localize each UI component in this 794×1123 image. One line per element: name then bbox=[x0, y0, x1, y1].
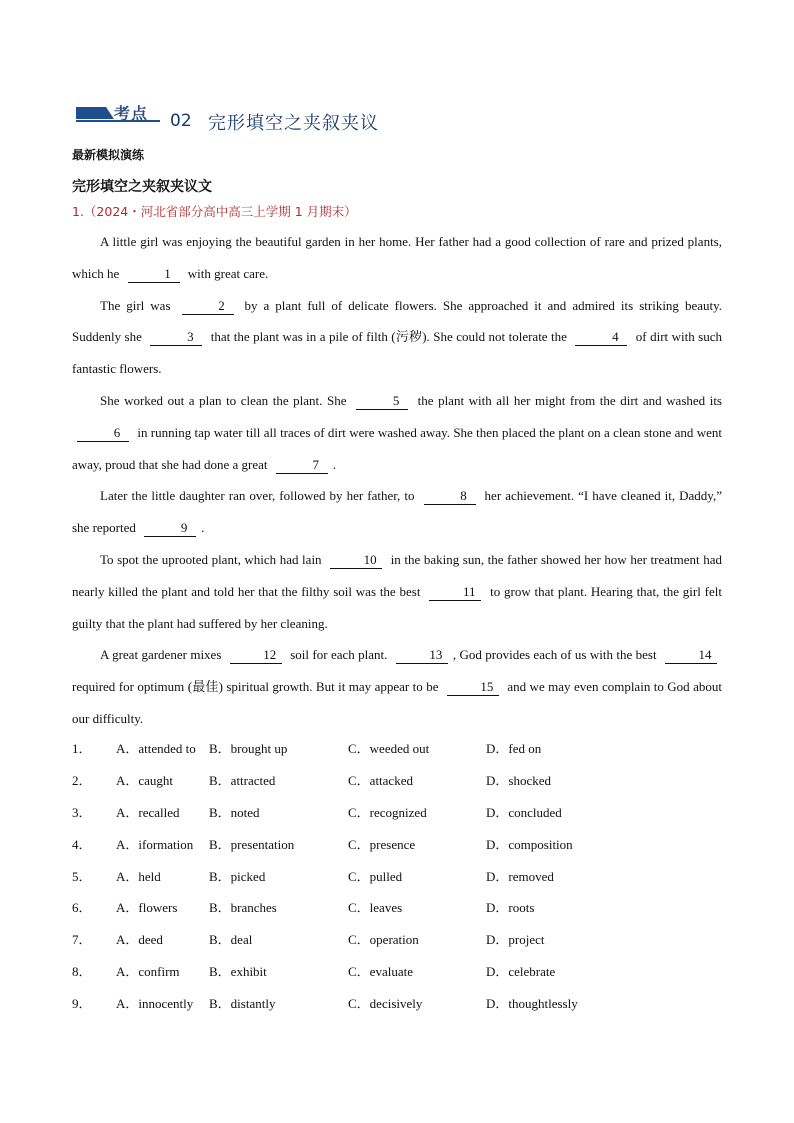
option-c: C．pulled bbox=[348, 868, 403, 884]
cloze-blank[interactable]: 8 bbox=[424, 488, 476, 505]
passage-paragraph bbox=[72, 226, 722, 290]
question-source: 1.（2024・河北省部分高中高三上学期 1 月期末） bbox=[72, 204, 357, 219]
passage-text: soil for each plant. bbox=[286, 647, 391, 663]
option-d: D．shocked bbox=[486, 772, 551, 788]
option-a: A．deed bbox=[116, 932, 163, 948]
option-b: B．noted bbox=[209, 804, 260, 820]
subtitle: 最新模拟演练 bbox=[72, 148, 145, 162]
option-c: C．decisively bbox=[348, 996, 423, 1012]
option-b: B．picked bbox=[209, 868, 266, 884]
option-c: C．leaves bbox=[348, 900, 403, 916]
passage-text: by a plant full of delicate flowers. She approached it and admired its striking beauty. Suddenly she bbox=[72, 297, 723, 345]
passage-text: in the baking sun, the father showed her how her treatment had nearly killed the plant and told her that the filthy soil was the best bbox=[72, 551, 722, 599]
cloze-blank[interactable]: 11 bbox=[429, 584, 481, 601]
option-d: D．concluded bbox=[486, 804, 562, 820]
passage-paragraph bbox=[72, 385, 722, 480]
passage-text: in running tap water till all traces of dirt were washed away. She then placed the plant on a clean stone and went away, proud that she had done a great bbox=[72, 424, 722, 472]
passage-text: , God provides each of us with the best bbox=[452, 647, 660, 663]
passage-paragraph bbox=[72, 480, 722, 544]
passage-text: The girl was bbox=[100, 297, 177, 313]
passage-text: and we may even complain to God about our difficulty. bbox=[72, 679, 722, 726]
cloze-blank[interactable]: 15 bbox=[447, 679, 499, 696]
passage-paragraph bbox=[72, 639, 722, 734]
passage-text: A great gardener mixes bbox=[100, 647, 225, 663]
option-b: B．brought up bbox=[209, 741, 288, 756]
question-number: 5． bbox=[72, 868, 92, 884]
passage-text: She worked out a plan to clean the plant. She bbox=[100, 392, 352, 408]
option-b: B．presentation bbox=[209, 836, 295, 852]
question-number: 8． bbox=[72, 964, 92, 980]
cloze-blank[interactable]: 7 bbox=[276, 457, 328, 474]
question-number: 3． bbox=[72, 804, 92, 820]
option-d: D．project bbox=[486, 932, 545, 948]
option-a: A．confirm bbox=[116, 964, 180, 980]
question-number: 7． bbox=[72, 932, 92, 948]
passage-paragraph bbox=[72, 290, 722, 385]
option-a: A．innocently bbox=[116, 996, 194, 1012]
passage-text: with great care. bbox=[184, 265, 269, 281]
option-b: B．attracted bbox=[209, 772, 276, 788]
badge-label: 考点 bbox=[114, 104, 149, 123]
option-row bbox=[72, 925, 722, 957]
passage-text: the plant with all her might from the dirt and washed its bbox=[413, 392, 722, 408]
passage-text: of dirt with such fantastic flowers. bbox=[72, 329, 722, 377]
option-d: D．roots bbox=[486, 900, 535, 916]
option-a: A．recalled bbox=[116, 804, 180, 820]
passage-text: required for optimum (最佳) spiritual growth. But it may appear to be bbox=[72, 679, 442, 695]
option-row bbox=[72, 830, 722, 862]
option-row bbox=[72, 798, 722, 830]
option-c: C．attacked bbox=[348, 772, 413, 788]
passage-text: . bbox=[201, 520, 205, 536]
option-c: C．operation bbox=[348, 932, 419, 948]
cloze-blank[interactable]: 12 bbox=[230, 647, 282, 664]
passage-paragraph bbox=[72, 544, 722, 639]
passage-text: Later the little daughter ran over, followed by her father, to bbox=[100, 488, 419, 504]
section-number: 02 bbox=[170, 111, 192, 131]
section-heading: 完形填空之夹叙夹议文 bbox=[72, 179, 212, 195]
page-title: 完形填空之夹叙夹议 bbox=[208, 113, 379, 134]
cloze-blank[interactable]: 5 bbox=[356, 393, 408, 410]
option-b: B．branches bbox=[209, 900, 277, 916]
option-row bbox=[72, 893, 722, 925]
question-number: 6． bbox=[72, 900, 92, 916]
cloze-blank[interactable]: 3 bbox=[150, 329, 202, 346]
cloze-blank[interactable]: 4 bbox=[575, 329, 627, 346]
option-row bbox=[72, 862, 722, 894]
cloze-blank[interactable]: 1 bbox=[128, 266, 180, 283]
section-header bbox=[76, 101, 596, 134]
option-row bbox=[72, 734, 722, 766]
option-row bbox=[72, 989, 722, 1021]
passage-text: To spot the uprooted plant, which had lain bbox=[100, 551, 326, 567]
cloze-blank[interactable]: 6 bbox=[77, 425, 129, 442]
cloze-blank[interactable]: 10 bbox=[330, 552, 382, 569]
option-d: D．thoughtlessly bbox=[486, 996, 578, 1012]
passage-text: to grow that plant. Hearing that, the girl felt guilty that the plant had suffered by her cleaning. bbox=[72, 583, 722, 631]
option-d: D．fed on bbox=[486, 741, 542, 756]
passage-text: A little girl was enjoying the beautiful garden in her home. Her father had a good collection of rare and prized plants, which he bbox=[72, 234, 722, 281]
option-a: A．held bbox=[116, 868, 161, 884]
cloze-blank[interactable]: 2 bbox=[182, 298, 234, 315]
cloze-blank[interactable]: 14 bbox=[665, 647, 717, 664]
option-a: A．attended to bbox=[116, 741, 196, 756]
option-a: A．iformation bbox=[116, 836, 194, 852]
question-number: 9． bbox=[72, 996, 92, 1012]
passage-text: . bbox=[332, 456, 337, 472]
answer-options bbox=[72, 734, 722, 1021]
question-number: 1． bbox=[72, 741, 92, 756]
cloze-blank[interactable]: 13 bbox=[396, 647, 448, 664]
option-b: B．deal bbox=[209, 932, 253, 948]
option-d: D．composition bbox=[486, 836, 573, 852]
option-d: D．removed bbox=[486, 868, 554, 884]
question-number: 4． bbox=[72, 836, 92, 852]
option-c: C．weeded out bbox=[348, 741, 430, 756]
passage-text: her achievement. “I have cleaned it, Daddy,” she reported bbox=[72, 488, 722, 536]
cloze-blank[interactable]: 9 bbox=[144, 520, 196, 537]
option-row bbox=[72, 766, 722, 798]
option-c: C．evaluate bbox=[348, 964, 413, 980]
option-d: D．celebrate bbox=[486, 964, 556, 980]
option-b: B．exhibit bbox=[209, 964, 267, 980]
option-c: C．recognized bbox=[348, 804, 427, 820]
option-c: C．presence bbox=[348, 836, 416, 852]
passage-text: that the plant was in a pile of filth (污秽). She could not tolerate the bbox=[207, 329, 571, 345]
option-row bbox=[72, 957, 722, 989]
option-b: B．distantly bbox=[209, 996, 276, 1012]
option-a: A．flowers bbox=[116, 900, 178, 916]
question-number: 2． bbox=[72, 772, 92, 788]
cloze-passage bbox=[72, 226, 722, 735]
option-a: A．caught bbox=[116, 772, 174, 788]
